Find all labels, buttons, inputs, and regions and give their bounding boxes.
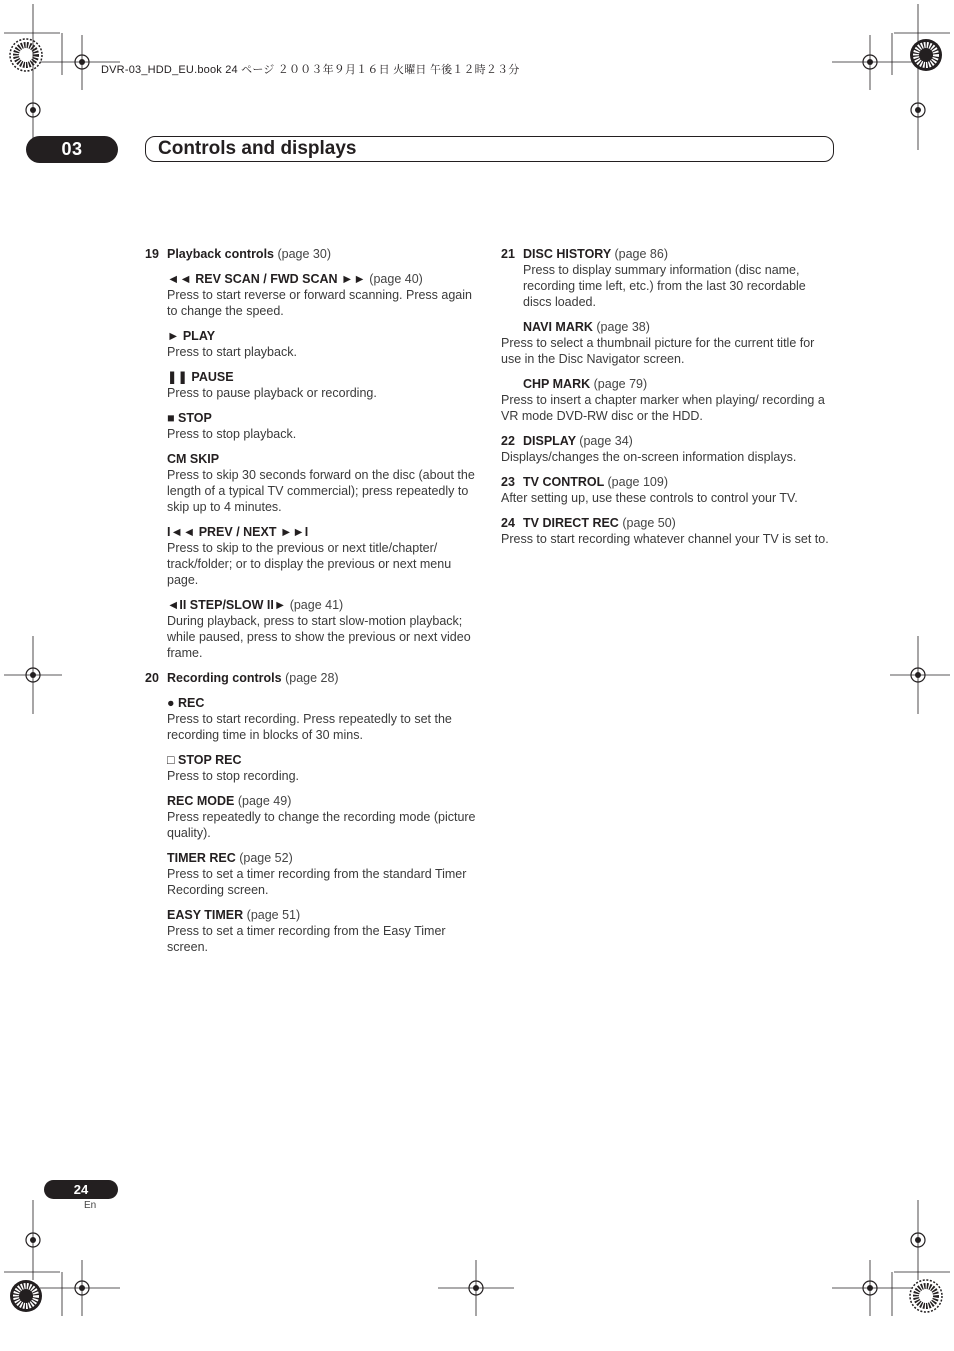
control-heading xyxy=(167,850,480,866)
section-heading-label: TV CONTROL xyxy=(523,475,605,489)
control-name: I◄◄ PREV / NEXT ►►I xyxy=(167,525,309,539)
control-item xyxy=(167,451,480,515)
control-name: CM SKIP xyxy=(167,452,220,466)
control-item xyxy=(167,793,480,841)
control-description: Press to stop recording. xyxy=(167,769,300,783)
page-reference: (page 34) xyxy=(579,434,633,448)
control-description: Press to start reverse or forward scanning. Press again to change the speed. xyxy=(167,288,472,318)
page-reference: (page 79) xyxy=(593,377,648,391)
control-item xyxy=(167,850,480,898)
control-description: Press to skip 30 seconds forward on the disc (about the length of a typical TV commercial); press repeatedly to skip up to 4 minutes. xyxy=(167,468,475,514)
page-reference: (page 38) xyxy=(596,320,650,334)
control-description: Press to skip to the previous or next title/chapter/ track/folder; or to display the previous or next menu page. xyxy=(167,541,452,587)
control-description: Press to select a thumbnail picture for the current title for use in the Disc Navigator screen. xyxy=(501,336,815,366)
control-item xyxy=(167,369,480,401)
section-heading xyxy=(523,474,836,490)
control-description: Press to stop playback. xyxy=(167,427,297,441)
section-heading xyxy=(523,246,836,262)
control-name: ● REC xyxy=(167,696,205,710)
section-heading-label: Playback controls xyxy=(167,247,274,261)
section-heading-label: DISC HISTORY xyxy=(523,247,611,261)
control-description: Press to set a timer recording from the Easy Timer screen. xyxy=(167,924,446,954)
control-name: □ STOP REC xyxy=(167,753,242,767)
section-number: 23 xyxy=(501,475,515,489)
chapter-number: 03 xyxy=(61,139,83,159)
control-name: ■ STOP xyxy=(167,411,212,425)
control-heading xyxy=(167,752,480,768)
page-reference: (page 51) xyxy=(246,908,301,922)
section-number: 20 xyxy=(145,671,159,685)
control-name: ❚❚ PAUSE xyxy=(167,370,234,384)
control-heading xyxy=(523,319,836,335)
section-23 xyxy=(501,474,836,506)
control-name: REC MODE xyxy=(167,794,235,808)
page-reference: (page 50) xyxy=(622,516,676,530)
section-heading xyxy=(523,515,836,531)
control-list xyxy=(501,319,836,424)
page-reference: (page 28) xyxy=(285,671,339,685)
control-description: During playback, press to start slow-motion playback; while paused, press to show the previous or next video frame. xyxy=(167,614,471,660)
control-item xyxy=(167,752,480,784)
control-description: Press to pause playback or recording. xyxy=(167,386,377,400)
control-name: ◄II STEP/SLOW II► xyxy=(167,598,287,612)
section-heading xyxy=(523,433,836,449)
control-item xyxy=(167,907,480,955)
control-heading xyxy=(167,793,480,809)
section-number: 22 xyxy=(501,434,515,448)
print-header: DVR-03_HDD_EU.book 24 ページ ２００３年９月１６日 火曜日 午後１２時２３分 xyxy=(101,64,520,76)
control-description: Press to start playback. xyxy=(167,345,297,359)
control-heading xyxy=(167,410,480,426)
section-heading-label: DISPLAY xyxy=(523,434,576,448)
control-heading xyxy=(167,524,480,540)
section-20 xyxy=(145,670,480,955)
page-reference: (page 41) xyxy=(289,598,344,612)
section-heading xyxy=(167,670,480,686)
chapter-title-bar xyxy=(145,136,834,162)
control-name: ◄◄ REV SCAN / FWD SCAN ►► xyxy=(167,272,366,286)
right-column xyxy=(501,246,836,547)
control-name: NAVI MARK xyxy=(523,320,593,334)
control-heading xyxy=(167,369,480,385)
control-item xyxy=(501,319,836,367)
control-name: CHP MARK xyxy=(523,377,591,391)
control-name: EASY TIMER xyxy=(167,908,244,922)
control-item xyxy=(167,524,480,588)
control-item xyxy=(167,695,480,743)
section-description: After setting up, use these controls to control your TV. xyxy=(501,491,798,505)
control-heading xyxy=(167,451,480,467)
control-item xyxy=(167,410,480,442)
control-description: Press to insert a chapter marker when playing/ recording a VR mode DVD-RW disc or the HDD. xyxy=(501,393,825,423)
control-description: Press to set a timer recording from the standard Timer Recording screen. xyxy=(167,867,467,897)
section-number: 19 xyxy=(145,247,159,261)
section-heading-label: TV DIRECT REC xyxy=(523,516,619,530)
chapter-title: Controls and displays xyxy=(158,138,357,159)
control-name: TIMER REC xyxy=(167,851,236,865)
page-reference: (page 52) xyxy=(239,851,293,865)
control-list xyxy=(167,695,480,955)
control-description: Press repeatedly to change the recording mode (picture quality). xyxy=(167,810,476,840)
section-24 xyxy=(501,515,836,547)
chapter-number-badge xyxy=(26,136,118,163)
section-heading xyxy=(167,246,480,262)
control-item xyxy=(501,376,836,424)
control-item xyxy=(167,597,480,661)
section-22 xyxy=(501,433,836,465)
page-number: 24 xyxy=(73,1182,89,1197)
page-number-badge xyxy=(44,1180,118,1199)
section-description: Displays/changes the on-screen information displays. xyxy=(501,450,797,464)
control-heading xyxy=(167,597,480,613)
control-name: ► PLAY xyxy=(167,329,216,343)
control-description: Press to start recording. Press repeatedly to set the recording time in blocks of 30 mins. xyxy=(167,712,452,742)
control-heading xyxy=(167,271,480,287)
page-reference: (page 109) xyxy=(607,475,668,489)
control-heading xyxy=(167,328,480,344)
control-heading xyxy=(167,907,480,923)
section-description: Press to start recording whatever channel your TV is set to. xyxy=(501,532,829,546)
control-item xyxy=(167,328,480,360)
section-heading-label: Recording controls xyxy=(167,671,282,685)
page-reference: (page 86) xyxy=(614,247,668,261)
section-description: Press to display summary information (disc name, recording time left, etc.) from the last 30 recordable discs loaded. xyxy=(523,263,806,309)
page-reference: (page 49) xyxy=(237,794,292,808)
language-label: En xyxy=(84,1200,97,1211)
page-reference: (page 30) xyxy=(277,247,331,261)
left-column xyxy=(145,246,480,955)
control-list xyxy=(167,271,480,661)
control-heading xyxy=(523,376,836,392)
control-item xyxy=(167,271,480,319)
page-reference: (page 40) xyxy=(369,272,423,286)
section-21 xyxy=(501,246,836,424)
control-heading xyxy=(167,695,480,711)
section-number: 24 xyxy=(501,516,515,530)
section-19 xyxy=(145,246,480,661)
section-number: 21 xyxy=(501,247,515,261)
